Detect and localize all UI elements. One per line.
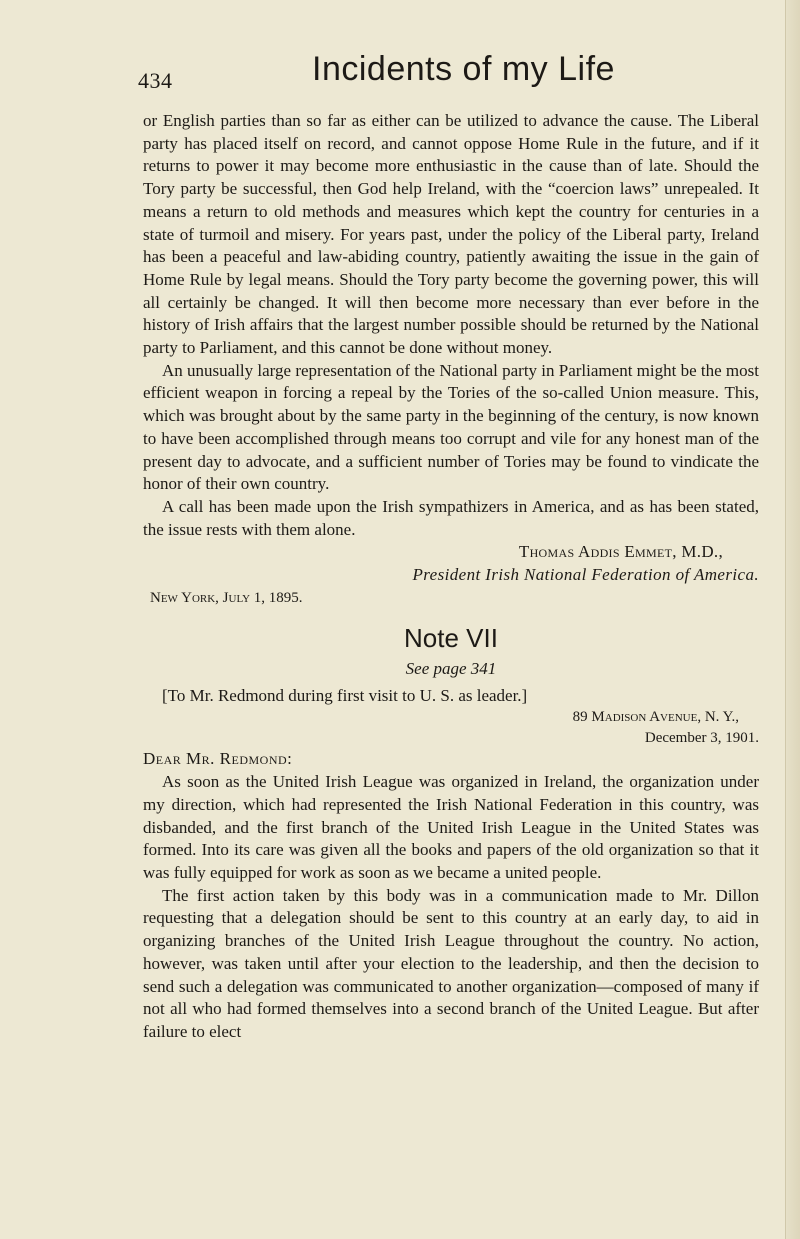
note-reference: See page 341 bbox=[405, 658, 497, 678]
page-body bbox=[143, 110, 759, 1044]
paragraph: or English parties than so far as either can be utilized to advance the cause. The Liberal party has placed itself on record, and cannot oppose Home Rule in the future, and if it returns to power it may become more enthusiastic in the cause than of late. Should the Tory party be successful, then God help Ireland, with the “coercion laws” unrepealed. It means a return to old methods and measures which kept the country for centuries in a state of turmoil and misery. For years past, under the policy of the Liberal party, Ireland has been a peaceful and law-abiding country, patiently awaiting the issue in the gain of Home Rule by legal means. Should the Tory party become the governing power, this will all certainly be changed. It will then become more necessary than ever before in the history of Irish affairs that the largest number possible should be returned by the National party to Parliament, and this cannot be done without money. bbox=[143, 111, 759, 358]
paragraph: An unusually large representation of the National party in Parliament might be the most efficient weapon in forcing a repeal by the Tories of the so-called Union measure. This, which was brought about by the same party in the beginning of the century, is now known to have been accomplished through means too corrupt and vile for any honest man of the present day to advocate, and a sufficient number of Tories may be found to vindicate the honor of their own country. bbox=[143, 360, 759, 494]
paragraph: As soon as the United Irish League was organized in Ireland, the organization under my direction, which had represented the Irish National Federation in this country, was disbanded, and the first branch of the United Irish League in the United States was formed. Into its care was given all the books and papers of the old organization so that it was fully equipped for work as soon as we became a united people. bbox=[143, 772, 759, 882]
running-title: Incidents of my Life bbox=[312, 50, 615, 88]
page-edge bbox=[785, 0, 800, 1239]
letter-address: 89 Madison Avenue, N. Y., bbox=[572, 709, 739, 726]
signature-name: Thomas Addis Emmet, M.D., bbox=[518, 542, 723, 562]
dateline: New York, July 1, 1895. bbox=[150, 589, 303, 606]
note-heading: Note VII bbox=[404, 622, 498, 653]
letter-salutation: Dear Mr. Redmond: bbox=[143, 749, 293, 769]
page-number: 434 bbox=[138, 68, 173, 93]
signature-title: President Irish National Federation of America. bbox=[412, 565, 759, 585]
note-context: [To Mr. Redmond during first visit to U. S. as leader.] bbox=[162, 685, 528, 705]
letter-date: December 3, 1901. bbox=[644, 730, 759, 747]
page-header bbox=[0, 50, 800, 100]
paragraph: A call has been made upon the Irish sympathizers in America, and as has been stated, the issue rests with them alone. bbox=[143, 496, 759, 539]
paragraph: The first action taken by this body was in a communication made to Mr. Dillon requesting that a delegation should be sent to this country at an early day, to aid in organizing branches of the United Irish League throughout the country. No action, however, was taken until after your election to the leadership, and then the decision to send such a delegation was communicated to another organization—composed of many if not all who had formed themselves into a second branch of the United League. But after failure to elect bbox=[143, 885, 759, 1041]
